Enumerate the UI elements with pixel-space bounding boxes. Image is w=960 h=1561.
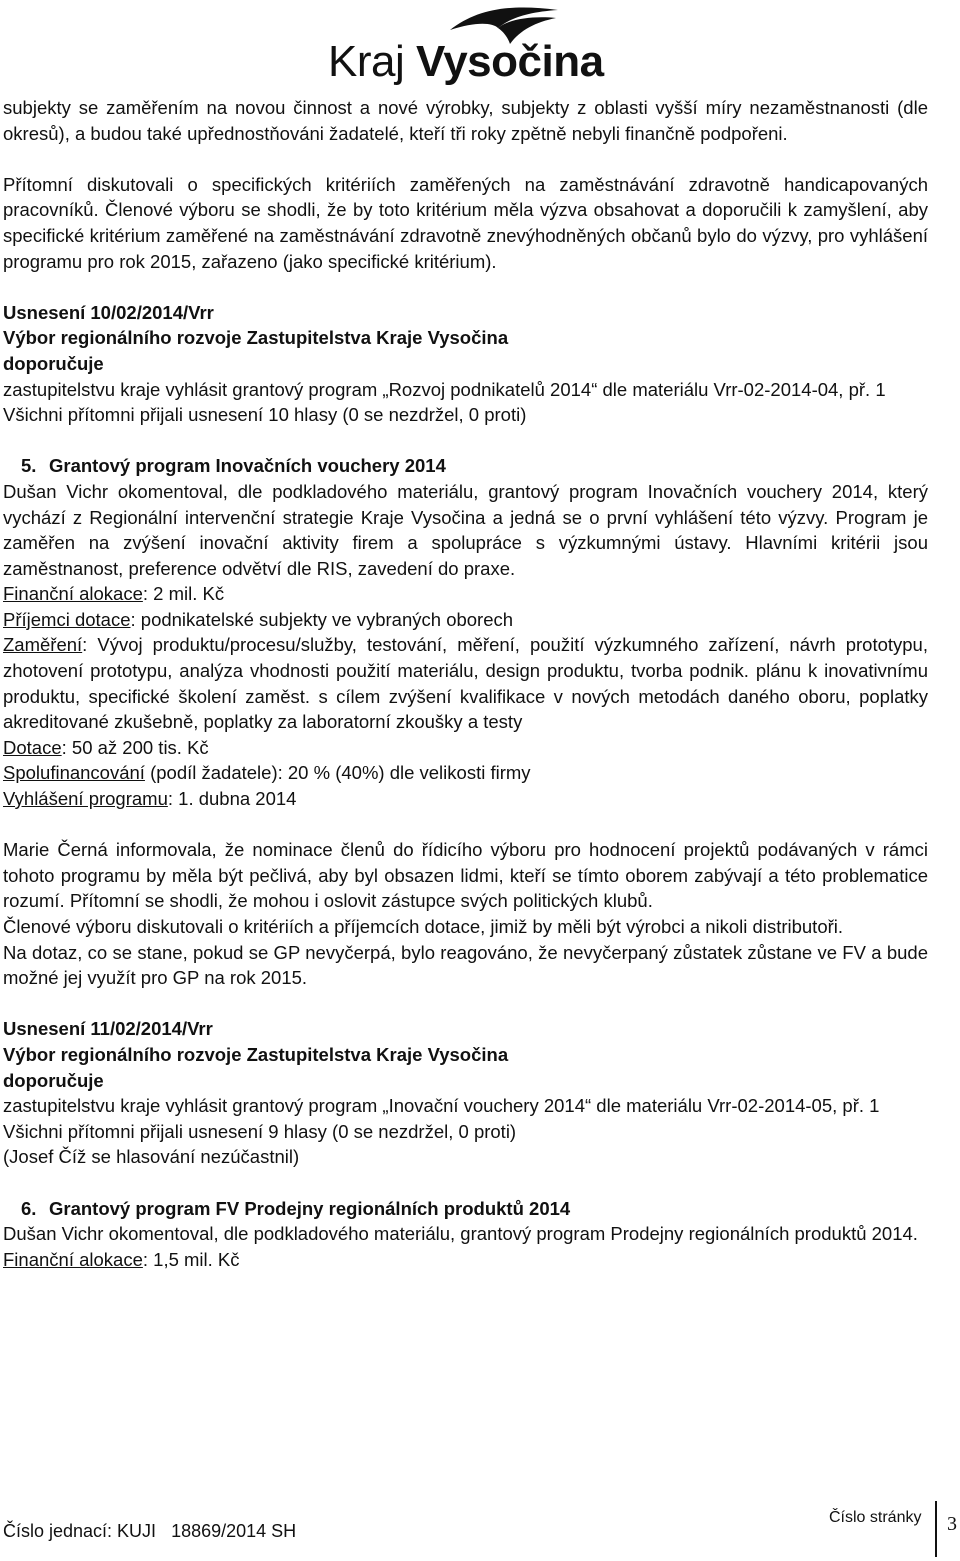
resolution-note: (Josef Číž se hlasování nezúčastnil) — [3, 1146, 300, 1168]
footer-divider — [935, 1501, 937, 1557]
section-5-heading — [3, 453, 928, 479]
prijemci-label: Příjemci dotace — [3, 608, 131, 630]
paragraph-dotaz: Na dotaz, co se stane, pokud se GP nevyčerpá, bylo reagováno, že nevyčerpaný zůstatek zůstane ve FV a bude možné jej využít pro GP na rok 2015. — [3, 941, 928, 989]
cislo-stranky-label: Číslo stránky — [829, 1509, 922, 1526]
resolution-title: Usnesení 11/02/2014/Vrr — [3, 1018, 213, 1040]
resolution-body: Výbor regionálního rozvoje Zastupitelstva Kraje Vysočina — [3, 327, 509, 349]
section-6-heading — [3, 1196, 928, 1222]
alokace-value: : 1,5 mil. Kč — [142, 1248, 240, 1270]
vyhlaseni-label: Vyhlášení programu — [3, 788, 168, 810]
section-5-intro: Dušan Vichr okomentoval, dle podkladového materiálu, grantový program Inovačních vouchery 2014, který vychází z Regionální intervenční strategie Kraje Vysočina a jedná se o první vyhlášení této výzvy. Program je zaměřen na zvýšení inovační aktivity firem a spolupráce s výzkumnými ústavy. Hlavními kritérii jsou zaměstnanost, preference odvětví dle RIS, zavedení do praxe. — [3, 480, 928, 579]
section-number: 5. — [21, 455, 37, 477]
zamereni-line — [3, 632, 928, 734]
paragraph-criteria-intro: subjekty se zaměřením na novou činnost a nové výrobky, subjekty z oblasti vyšší míry nezaměstnanosti (dle okresů), a budou také upřednostňováni žadatelé, kteří tři roky zpětně nebyli finančně podpořeni. — [3, 97, 928, 144]
paragraph-clenove: Členové výboru diskutovali o kritériích a příjemcích dotace, jimiž by měli být výrobci a nikoli distributoři. — [3, 916, 844, 937]
section-6-intro: Dušan Vichr okomentoval, dle podkladového materiálu, grantový program Prodejny regionálních produktů 2014. — [3, 1223, 918, 1245]
kraj-vysocina-logo — [328, 4, 604, 86]
dotace-line — [3, 735, 928, 761]
resolution-title: Usnesení 10/02/2014/Vrr — [3, 301, 214, 323]
resolution-vote: Všichni přítomni přijali usnesení 10 hlasy (0 se nezdržel, 0 proti) — [3, 404, 527, 426]
zamereni-label: Zaměření — [3, 634, 83, 656]
page-footer — [3, 1501, 960, 1561]
resolution-text: zastupitelstvu kraje vyhlásit grantový program „Rozvoj podnikatelů 2014“ dle materiálu Vrr-02-2014-04, př. 1 — [3, 378, 886, 400]
page-number: 3 — [947, 1513, 957, 1535]
document-body — [3, 95, 928, 1272]
section-title: Grantový program FV Prodejny regionálních produktů 2014 — [49, 1197, 571, 1219]
section-number: 6. — [21, 1197, 37, 1219]
resolution-verb: doporučuje — [3, 1069, 104, 1091]
section-title: Grantový program Inovačních vouchery 2014 — [49, 455, 446, 477]
resolution-body: Výbor regionálního rozvoje Zastupitelstva Kraje Vysočina — [3, 1043, 509, 1065]
zamereni-value: : Vývoj produktu/procesu/služby, testování, měření, použití výzkumného zařízení, návrh prototypu, zhotovení prototypu, analýza vhodnosti použití materiálu, design produktu, tvorba podnik. plánu k inovativnímu produktu, specifické školení zaměst. s cílem zvýšení kvalifikace v nových metodách daného oboru, poplatky akreditované zkušebně, poplatky za laboratorní zkoušky a testy — [3, 634, 928, 733]
spolufinancovani-value: (podíl žadatele): 20 % (40%) dle velikosti firmy — [144, 762, 531, 784]
prijemci-value: : podnikatelské subjekty ve vybraných oborech — [130, 608, 514, 630]
spolufinancovani-label: Spolufinancování — [3, 762, 145, 784]
spolufinancovani-line — [3, 760, 928, 786]
logo-kraj: Kraj — [328, 37, 405, 86]
dotace-value: : 50 až 200 tis. Kč — [61, 736, 209, 758]
alokace-label: Finanční alokace — [3, 1248, 143, 1270]
dotace-label: Dotace — [3, 736, 62, 758]
prijemci-line — [3, 607, 928, 633]
alokace-label: Finanční alokace — [3, 583, 143, 605]
resolution-text: zastupitelstvu kraje vyhlásit grantový program „Inovační vouchery 2014“ dle materiálu Vrr-02-2014-05, př. 1 — [3, 1095, 880, 1117]
alokace-line — [3, 1247, 928, 1273]
cislo-jednaci: Číslo jednací: KUJI 18869/2014 SH — [3, 1521, 297, 1541]
logo-wordmark — [328, 37, 604, 86]
resolution-vote: Všichni přítomni přijali usnesení 9 hlasy (0 se nezdržel, 0 proti) — [3, 1120, 517, 1142]
resolution-10 — [3, 300, 928, 428]
alokace-value: : 2 mil. Kč — [142, 583, 225, 605]
paragraph-marie-cerna: Marie Černá informovala, že nominace členů do řídicího výboru pro hodnocení projektů podávaných v rámci tohoto programu by měla být pečlivá, aby byl obsazen lidmi, kteří se tímto oborem zabývají a této problematice rozumí. Přítomní se shodli, že mohou i oslovit zástupce svých politických klubů. — [3, 839, 928, 912]
logo-vysocina: Vysočina — [415, 37, 604, 86]
vyhlaseni-line — [3, 786, 928, 812]
alokace-line — [3, 581, 928, 607]
paragraph-handicapped-criteria: Přítomní diskutovali o specifických kritériích zaměřených na zaměstnávání zdravotně handicapovaných pracovníků. Členové výboru se shodli, že by toto kritérium měla výzva obsahovat a doporučili k zamyšlení, aby specifické kritérium zaměřené na zaměstnávání zdravotně znevýhodněných občanů bylo do výzvy, pro vyhlášení programu pro rok 2015, zařazeno (jako specifické kritérium). — [3, 173, 928, 272]
resolution-11 — [3, 1016, 928, 1170]
resolution-verb: doporučuje — [3, 352, 104, 374]
vyhlaseni-value: : 1. dubna 2014 — [167, 788, 297, 810]
